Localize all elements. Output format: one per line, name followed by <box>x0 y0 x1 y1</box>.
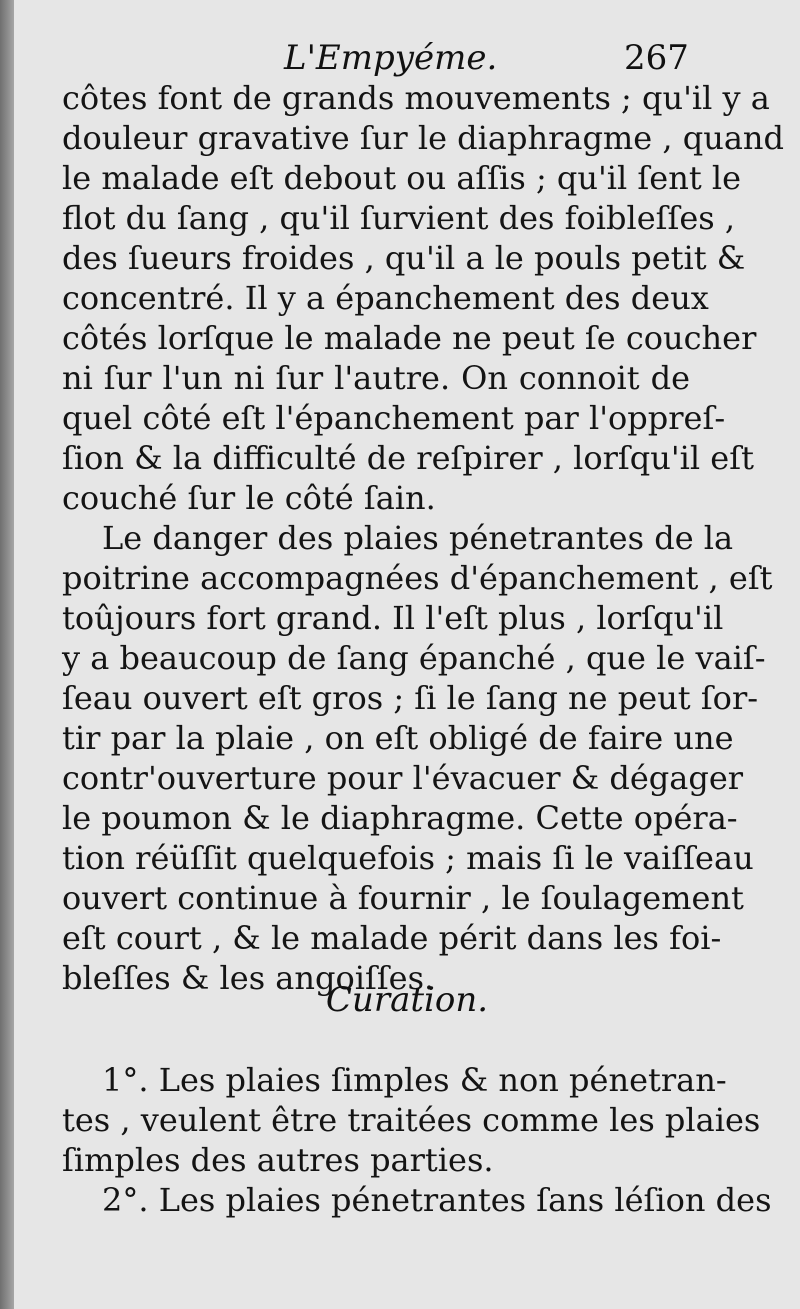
text-line: ouvert continue à fournir , le ſoulagement <box>62 879 744 917</box>
text-line: douleur gravative ſur le diaphragme , quand <box>62 119 784 157</box>
section-heading: Curation. <box>325 980 489 1020</box>
text-line: côtés lorſque le malade ne peut ſe coucher <box>62 319 757 357</box>
text-line: côtes font de grands mouvements ; qu'il y a <box>62 79 770 117</box>
text-line: eſt court , & le malade périt dans les foi- <box>62 919 722 957</box>
text-line: tion réüſſit quelquefois ; mais ſi le vaiſſeau <box>62 839 754 877</box>
paragraph-4 <box>62 1180 772 1220</box>
text-line: 2°. Les plaies pénetrantes ſans léſion des <box>102 1181 772 1219</box>
body-text-continued <box>62 1060 772 1220</box>
paragraph-3 <box>62 1060 761 1180</box>
text-line: 1°. Les plaies ſimples & non pénetran- <box>102 1061 727 1099</box>
body-text <box>62 78 784 998</box>
text-line: ſeau ouvert eſt gros ; ſi le ſang ne peut ſor- <box>62 679 759 717</box>
text-line: tir par la plaie , on eſt obligé de faire une <box>62 719 734 757</box>
text-line: couché ſur le côté ſain. <box>62 479 436 517</box>
text-line: Le danger des plaies pénetrantes de la <box>102 519 734 557</box>
page-number: 267 <box>624 38 689 78</box>
running-title: L'Empyéme. <box>284 38 498 78</box>
book-page <box>14 0 800 1309</box>
text-line: y a beaucoup de ſang épanché , que le vaiſ- <box>62 639 766 677</box>
text-line: bleſſes & les angoiſſes. <box>62 959 435 997</box>
text-line: des ſueurs froides , qu'il a le pouls petit & <box>62 239 746 277</box>
text-line: tes , veulent être traitées comme les plaies <box>62 1101 761 1139</box>
text-line: concentré. Il y a épanchement des deux <box>62 279 709 317</box>
paragraph-1 <box>62 78 784 518</box>
text-line: quel côté eſt l'épanchement par l'oppreſ- <box>62 399 726 437</box>
text-line: ni ſur l'un ni ſur l'autre. On connoit de <box>62 359 690 397</box>
paragraph-2 <box>62 518 773 998</box>
text-line: toûjours fort grand. Il l'eſt plus , lorſqu'il <box>62 599 724 637</box>
text-line: le malade eſt debout ou aſſis ; qu'il ſent le <box>62 159 742 197</box>
text-line: le poumon & le diaphragme. Cette opéra- <box>62 799 738 837</box>
text-line: contr'ouverture pour l'évacuer & dégager <box>62 759 744 797</box>
text-line: ſimples des autres parties. <box>62 1141 494 1179</box>
text-line: poitrine accompagnées d'épanchement , eſt <box>62 559 773 597</box>
page-edge <box>0 0 14 1309</box>
text-line: ſion & la difficulté de reſpirer , lorſqu'il eſt <box>62 439 754 477</box>
text-line: flot du ſang , qu'il ſurvient des foibleſſes , <box>62 199 736 237</box>
